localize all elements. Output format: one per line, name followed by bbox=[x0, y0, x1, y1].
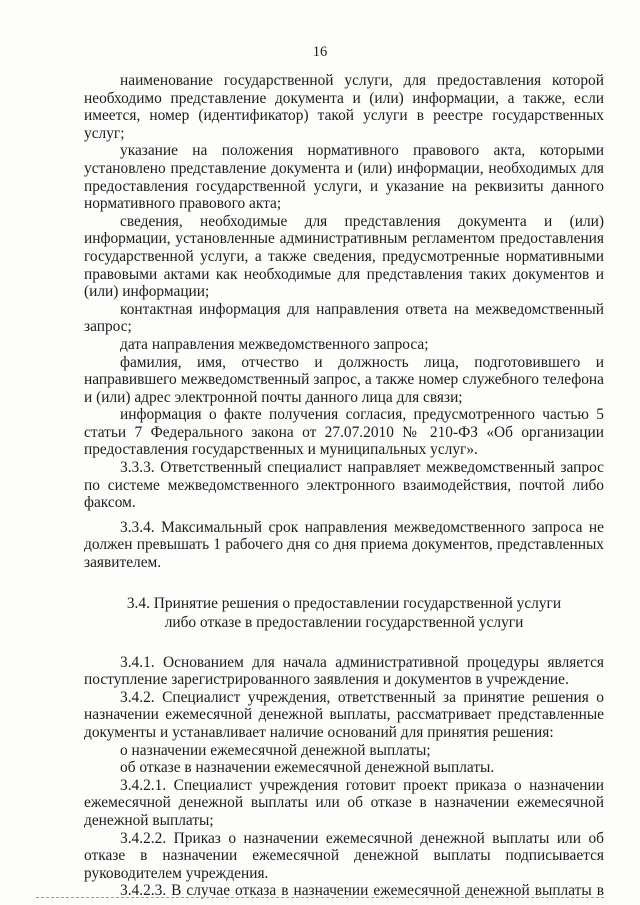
paragraph-option-refuse: об отказе в назначении ежемесячной денежной выплаты. bbox=[120, 759, 495, 777]
paragraph-legal-act: указание на положения нормативного правового акта, которыми установлено представление документа и (или) информации, необходимых для предоставления государственной услуги, и указание на реквизиты данного нормативного правового акта; bbox=[84, 142, 604, 213]
section-heading-line-2: либо отказе в предоставлении государственной услуги bbox=[164, 613, 524, 631]
paragraph-request-date: дата направления межведомственного запроса; bbox=[120, 335, 429, 353]
page-bottom-edge bbox=[36, 897, 604, 898]
paragraph-required-info: сведения, необходимые для представления документа и (или) информации, установленные административным регламентом предоставления государственной услуги, а также сведения, предусмотренные нормативными правовыми актами как необходимые для представления таких документов и (или) информации; bbox=[84, 212, 604, 301]
paragraph-3-4-2-1: 3.4.2.1. Специалист учреждения готовит проект приказа о назначении ежемесячной денежной выплаты или об отказе в назначении ежемесячной денежной выплаты; bbox=[84, 776, 604, 829]
paragraph-contact-info: контактная информация для направления ответа на межведомственный запрос; bbox=[84, 300, 604, 336]
paragraph-3-3-4: 3.3.4. Максимальный срок направления межведомственного запроса не должен превышать 1 рабочего дня со дня приема документов, представленных заявителем. bbox=[84, 518, 604, 572]
paragraph-responsible-person: фамилия, имя, отчество и должность лица, подготовившего и направившего межведомственный запрос, а также номер служебного телефона и (или) адрес электронной почты данного лица для связи; bbox=[84, 353, 604, 406]
paragraph-option-grant: о назначении ежемесячной денежной выплаты; bbox=[120, 741, 431, 759]
page-number: 16 bbox=[312, 44, 328, 60]
document-body bbox=[84, 72, 604, 900]
paragraph-3-4-1: 3.4.1. Основанием для начала административной процедуры является поступление зарегистрированного заявления и документов в учреждение. bbox=[84, 653, 604, 689]
paragraph-service-name: наименование государственной услуги, для предоставления которой необходимо представление документа и (или) информации, а также, если имеется, номер (идентификатор) такой услуги в реестре государственных услуг; bbox=[84, 72, 604, 142]
section-heading-3-4 bbox=[84, 594, 604, 632]
paragraph-3-4-2: 3.4.2. Специалист учреждения, ответственный за принятие решения о назначении ежемесячной денежной выплаты, рассматривает представленные документы и устанавливает наличие оснований для принятия решения: bbox=[84, 688, 604, 741]
paragraph-3-3-3: 3.3.3. Ответственный специалист направляет межведомственный запрос по системе межведомственного электронного взаимодействия, почтой либо факсом. bbox=[84, 459, 604, 512]
paragraph-3-4-2-2: 3.4.2.2. Приказ о назначении ежемесячной денежной выплаты или об отказе в назначении ежемесячной денежной выплаты подписывается руководителем учреждения. bbox=[84, 829, 604, 882]
paragraph-3-4-2-3: 3.4.2.3. В случае отказа в назначении ежемесячной денежной выплаты в bbox=[120, 882, 604, 900]
paragraph-consent-info: информация о факте получения согласия, предусмотренного частью 5 статьи 7 Федерального закона от 27.07.2010 № 210-ФЗ «Об организации предоставления государственных и муниципальных услуг». bbox=[84, 406, 604, 459]
section-heading-line-1: 3.4. Принятие решения о предоставлении государственной услуги bbox=[126, 594, 562, 612]
